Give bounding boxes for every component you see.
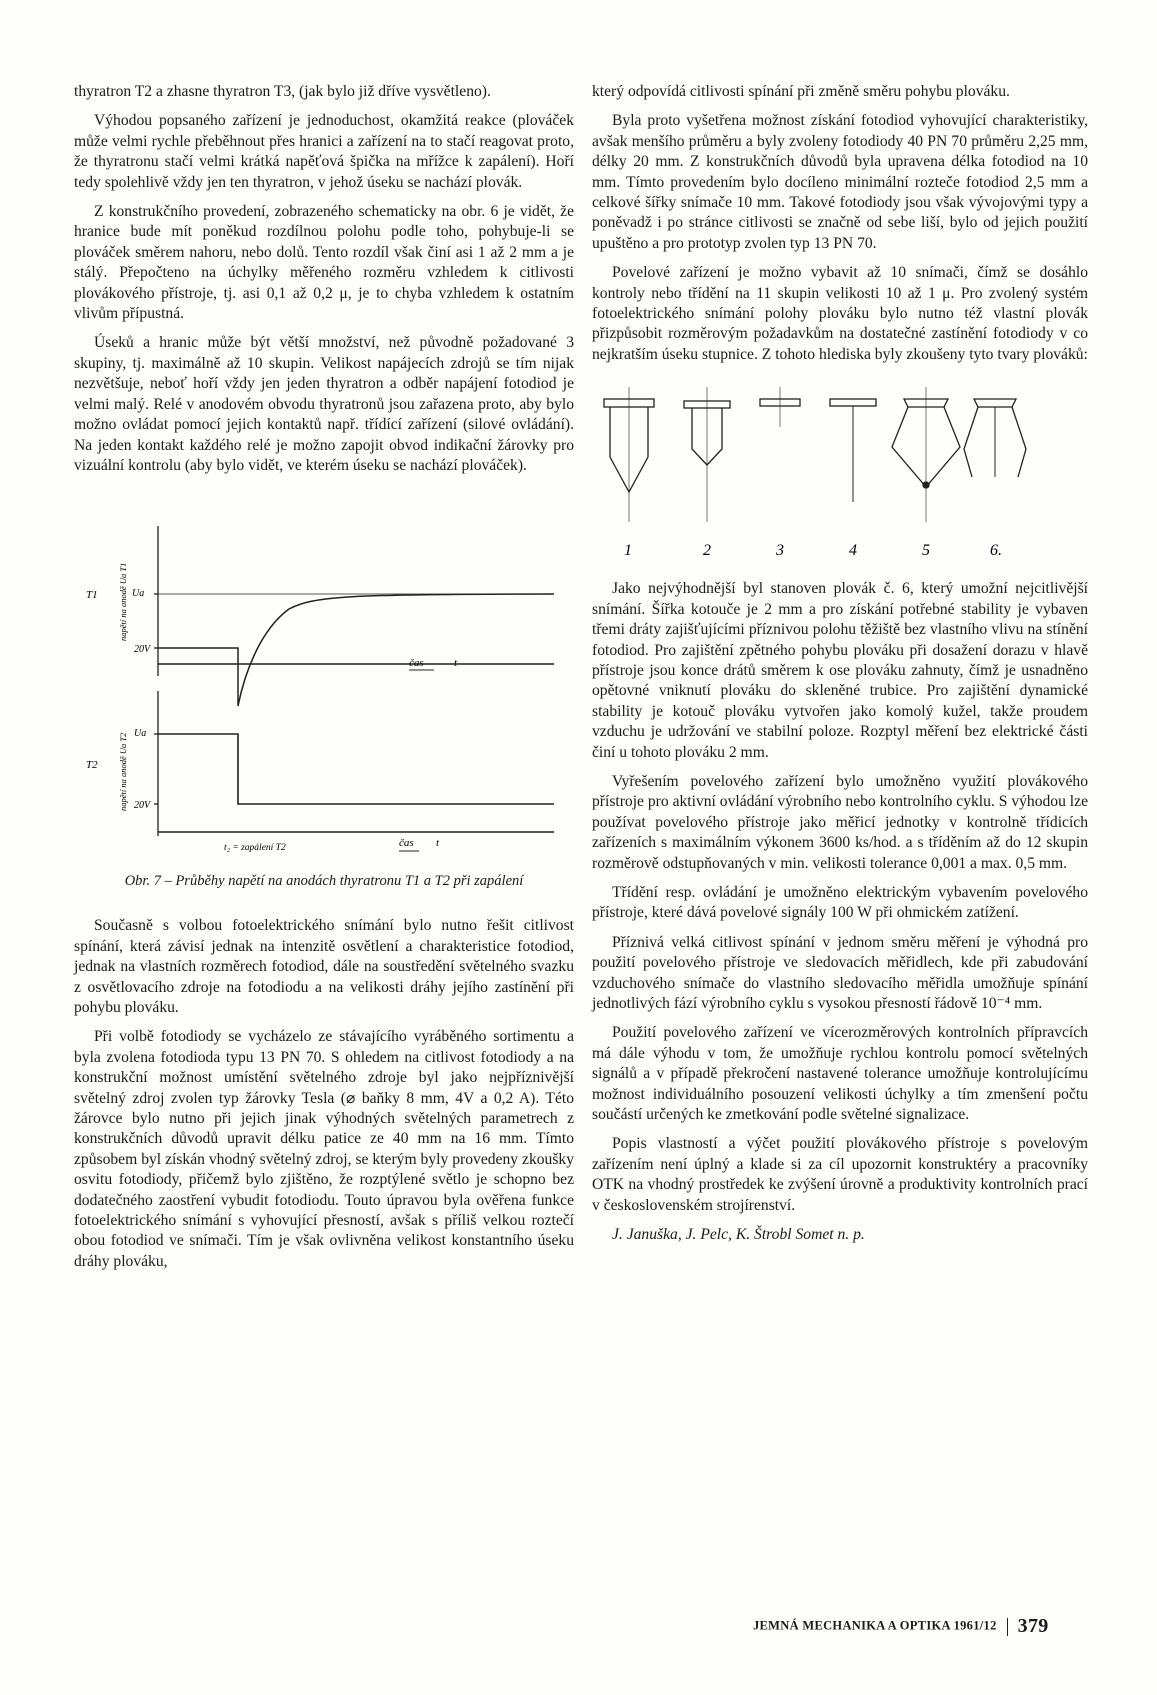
label-t-t2: t [436,837,440,850]
float-shape-1 [604,387,654,522]
paragraph: Vyřešením povelového zařízení bylo umožněno využití plovákového přístroje pro aktivní ovládání výrobního nebo kontrolního cyklu. S výhodou lze používat povelového přístroje jako měřicí jednotky v kontrolně třídicích zařízeních s maximálním výkonem 3600 ks/hod. a s tříděním až do 12 skupin rozměrově odstupňovaných v min. velikosti tolerance 0,001 a max. 0,5 mm. [592,772,1088,872]
paragraph: Současně s volbou fotoelektrického snímání bylo nutno řešit citlivost spínání, která závisí jednak na intenzitě osvětlení a charakteristice fotodiod, jednak na vlastních rozměrech fotodiod, dále na soustředění světelného svazku z osvětlovacího zdroje na fotodiodu a na velikosti dráhy jejího zastínění při pohybu plováku. [74,917,574,1016]
figure-7-caption: Obr. 7 – Průběhy napětí na anodách thyratronu T1 a T2 při zapálení [124,873,524,890]
paragraph: Popis vlastností a výčet použití plovákového přístroje s povelovým zařízením není úplný a klade si za cíl upozornit konstruktéry a pracovníky OTK na vhodný prostředek ke zvýšení úrovně a produktivity kontrolních prací v československém strojírenství. [592,1135,1088,1214]
float-shapes-drawing [592,387,1088,569]
paragraph: který odpovídá citlivosti spínání při změně směru pohybu plováku. [592,83,1010,100]
axis-label-t2: napětí na anodě Ua T2 [118,732,128,812]
paragraph: Povelové zařízení je možno vybavit až 10 snímači, čímž se dosáhlo kontroly nebo třídění na 11 skupin velikosti 10 až 1 μ. Pro zvolený systém fotoelektrického snímání polohy plováku bylo nutno též vlastní plovák přizpůsobit rozměrovým požadavkům na dostatečné zastínění fotodiody v co nejkratším úseku stupnice. Z tohoto hlediska byly zkoušeny tyto tvary plováků: [592,264,1088,363]
author-signature: J. Januška, J. Pelc, K. Štrobl Somet n. p. [612,1226,865,1244]
label-t1: T1 [86,589,98,602]
left-column [74,82,574,1281]
float-number-2: 2 [703,542,711,560]
float-number-6: 6. [990,542,1002,560]
paragraph: Třídění resp. ovládání je umožněno elektrickým vybavením povelového přístroje, které dává povelové signály 100 W při ohmickém zatížení. [592,883,1088,922]
paragraph: Příznivá velká citlivost spínání v jednom směru měření je výhodná pro použití povelového přístroje ve sledovacích měřidlech, kde při zabudování vzduchového snímače do vlastního sledovacího měřidla umožňuje spínání jednotlivých fází výrobního cyklu s vysokou přesností řádově 10⁻⁴ mm. [592,933,1088,1012]
label-ignition-t2: t₂ = zapálení T2 [224,843,286,854]
paragraph: Použití povelového zařízení ve vícerozměrových kontrolních přípravcích má dále výhodu v tom, že umožňuje rychlou kontrolu pomocí světelných signálů a v případě překročení nastavené tolerance umožňuje kontrolujícímu možnost individuálního posouzení velikosti úchylky a tím zmenšení počtu součástí určených ke zmetkování podle světelné signalizace. [592,1024,1088,1124]
label-t-t1: t [454,657,458,670]
page-number: 379 [1017,1615,1049,1637]
figure-float-shapes [592,387,1088,569]
paragraph: Výhodou popsaného zařízení je jednoduchost, okamžitá reakce (plováček může velmi rychle přeběhnout přes hranici a zařízení na to stačí reagovat proto, že thyratronu stačí velmi krátká napěťová špička na mřížce k zapálení). Hoří tedy spolehlivě vždy jen ten thyratron, v jehož úseku se nachází plovák. [74,112,574,191]
float-shape-3 [760,387,800,427]
label-20v-t1: 20V [134,644,151,656]
right-column [592,82,1088,1254]
label-cas-t2: čas [399,837,414,850]
float-number-5: 5 [922,542,930,560]
paragraph: Z konstrukčního provedení, zobrazeného schematicky na obr. 6 je vidět, že hranice bude mít poněkud rozdílnou polohu podle toho, pohybuje-li se plováček směrem nahoru, nebo dolů. Tento rozdíl však činí asi 1 až 2 mm a je stálý. Přepočteno na úchylky měřeného rozměru vzhledem k citlivosti plovákového přístroje, tj. asi 0,1 až 0,2 μ, je to chyba vzhledem k ostatním vlivům přípustná. [74,203,574,323]
float-number-3: 3 [776,542,784,560]
label-cas-t1: čas [409,657,424,670]
plot-t1 [154,526,554,706]
paragraph: Úseků a hranic může být větší množství, než původně požadované 3 skupiny, tj. maximálně až 10 skupin. Velikost napájecích zdrojů se tím nijak nezvětšuje, neboť hoří vždy jen jeden thyratron a odběr napájení fotodiod je velmi malý. Relé v anodovém obvodu thyratronů jsou zařazena proto, aby bylo možno ovládat pomocí jejich kontaktů např. třídící zařízení (silové ovládání). Na jeden kontakt každého relé je možno zapojit obvod indikační žárovky pro vizuální kontrolu (aby bylo vidět, ve kterém úseku se nachází plováček). [74,334,574,474]
footer-separator [1007,1618,1008,1636]
float-shape-6 [964,399,1026,477]
label-ua-t1: Ua [132,588,145,600]
axis-label-t1: napětí na anodě Ua T1 [118,562,128,642]
label-ua-t2: Ua [134,728,147,740]
plot-t2 [154,691,554,854]
paragraph: Při volbě fotodiody se vycházelo ze stávajícího vyráběného sortimentu a byla zvolena fotodioda typu 13 PN 70. S ohledem na citlivost fotodiody a na konstrukční možnost umístění světelného zdroje byl jako nejpříznivější světelný zdroj zvolen typ žárovky Tesla (⌀ baňky 8 mm, 4V a 0,2 A). Této žárovce bylo nutno při jejich jinak výhodných světelných parametrech z konstrukčních důvodů upravit délku patice ze 40 mm na 16 mm. Tímto způsobem byl získán vhodný světelný zdroj, se kterým byly provedeny zkoušky osvitu fotodiody, přičemž bylo zjištěno, že rozptýlené světlo je schopno bez dodatečného zaostření vybudit fotodiodu. Touto úpravou byla ověřena funkce fotoelektrického snímání s vyhovující přesností, avšak s příliš velkou roztečí obou fotodiod ve snímači. Tím je však ovlivněna velikost konstantního úseku dráhy plováku, [74,1028,574,1270]
float-shape-5 [892,387,960,522]
label-20v-t2: 20V [134,800,151,812]
journal-title: JEMNÁ MECHANIKA A OPTIKA 1961/12 [753,1618,997,1633]
paragraph: Jako nejvýhodnější byl stanoven plovák č. 6, který umožní nejcitlivější snímání. Šířka kotouče je 2 mm a pro získání potřebné stability je vybaven třemi dráty zajišťujícími příznivou polohu těžiště bez vlastního vlivu na stínění fotodiod. Pro zajištění zpětného pohybu plováku při dosažení dorazu v hlavě přístroje jsou konce drátů směrem k ose plováku zahnuty, čímž je usnadněno opětovné vniknutí plováku do skleněné trubice. Pro zajištění dynamické stability je kotouč plováku vytvořen jako komolý kužel, takže proudem vzduchu je udržování ve stabilní poloze. Rozptyl měření bez elektrické části činí u tohoto plováku 2 mm. [592,580,1088,761]
page-footer [753,1615,1049,1638]
float-shape-4 [830,399,876,502]
paragraph: thyratron T2 a zhasne thyratron T3, (jak bylo již dříve vysvětleno). [74,83,491,100]
paragraph: Byla proto vyšetřena možnost získání fotodiod vyhovující charakteristiky, avšak menšího průměru a byly zvoleny fotodiody 40 PN 70 průměru 2,25 mm, délky 20 mm. Z konstrukčních důvodů byla upravena délka fotodiod na 10 mm. Tímto provedením bylo docíleno minimální rozteče fotodiod 2,5 mm a celkové šířky snímače 10 mm. Takové fotodiody jsou však vývojovými typy a poněvadž i po stránce citlivosti se značně od sebe liší, bylo od jejich použití upuštěno a pro prototyp zvolen typ 13 PN 70. [592,112,1088,252]
figure-7-drawing [74,506,574,862]
float-number-4: 4 [849,542,857,560]
figure-7-voltage-plots [74,506,574,862]
float-number-1: 1 [624,542,632,560]
label-t2: T2 [86,759,98,772]
float-shape-2 [684,387,730,522]
